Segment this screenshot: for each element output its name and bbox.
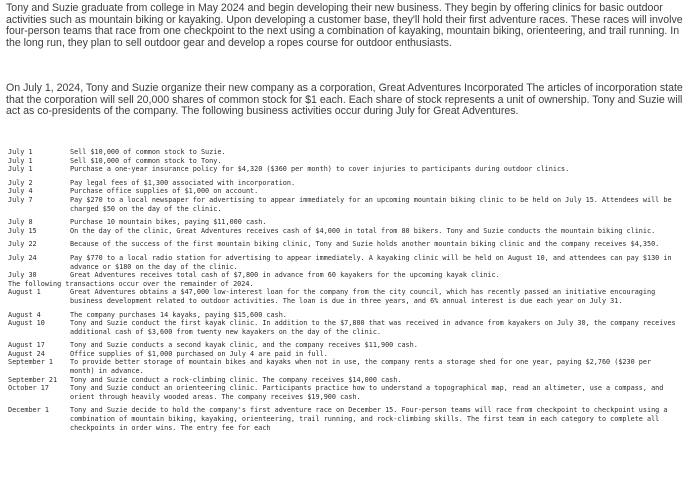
- transaction-text: Sell $10,000 of common stock to Suzie.: [70, 148, 226, 156]
- section-note: [8, 280, 698, 289]
- transaction-row: [8, 341, 698, 350]
- transaction-date: July 8: [8, 218, 33, 227]
- transaction-row: [8, 376, 698, 385]
- transaction-date: August 24: [8, 349, 45, 358]
- transaction-text: Tony and Suzie conduct the first kayak clinic. In addition to the $7,800 that was received in advance from kayakers on July 30, the company receives additional cash of $3,600 from twenty new kayakers on the day of the clinic.: [70, 319, 676, 336]
- transaction-text: On the day of the clinic, Great Adventures receives cash of $4,000 in total from 80 bikers. Tony and Suzie conducts the mountain biking clinic.: [70, 226, 656, 235]
- transaction-row: [8, 187, 698, 196]
- transaction-text: The company purchases 14 kayaks, paying $15,600 cash.: [70, 310, 287, 319]
- transaction-row: [8, 311, 698, 320]
- transaction-row: [8, 350, 698, 359]
- transaction-row: [8, 406, 698, 432]
- intro-paragraph: Tony and Suzie graduate from college in May 2024 and begin developing their new business. They begin by offering clinics for basic outdoor activities such as mountain biking or kayaking. Upon developing a customer base, they'll hold their first adventure races. These races will involve four-person teams that race from one checkpoint to the next using a combination of kayaking, mountain biking, orienteering, and trail running. In the long run, they plan to sell outdoor gear and develop a ropes course for outdoor enthusiasts.: [6, 2, 683, 49]
- transaction-date: August 4: [8, 310, 41, 319]
- transaction-row: [8, 358, 698, 375]
- transaction-row: [8, 148, 698, 157]
- transaction-date: July 1: [8, 165, 33, 174]
- section-note-text: The following transactions occur over the remainder of 2024.: [8, 279, 254, 288]
- transaction-date: July 1: [8, 148, 33, 156]
- transaction-row: [8, 179, 698, 188]
- transaction-date: December 1: [8, 406, 49, 415]
- transaction-row: [8, 240, 698, 249]
- transaction-date: July 1: [8, 156, 33, 165]
- transaction-date: July 2: [8, 178, 33, 187]
- transactions-list: [8, 148, 698, 432]
- transaction-text: Purchase 10 mountain bikes, paying $11,000 cash.: [70, 218, 267, 227]
- transaction-row: [8, 218, 698, 227]
- transaction-row: [8, 254, 698, 271]
- transaction-date: August 10: [8, 319, 45, 328]
- transaction-text: Purchase office supplies of $1,000 on account.: [70, 187, 259, 196]
- transaction-text: Great Adventures obtains a $47,000 low-interest loan for the company from the city council, which has recently passed an initiative encouraging business development related to outdoor activities. The loan is due in three years, and 6% annual interest is due each year on July 31.: [70, 288, 656, 305]
- transaction-date: September 21: [8, 375, 58, 384]
- transaction-row: [8, 196, 698, 213]
- transaction-date: August 17: [8, 341, 45, 350]
- transaction-text: Pay $270 to a local newspaper for advertising to appear immediately for an upcoming mountain biking clinic to be held on July 15. Attendees will be charged $50 on the day of the clinic.: [70, 195, 672, 213]
- transaction-row: [8, 165, 698, 174]
- transaction-text: Tony and Suzie decide to hold the company's first adventure race on December 15. Four-person teams will race from checkpoint to checkpoint using a combination of mountain biking, kayaking, orienteering, trail running, and rock-climbing skills. The first team in each category to complete all checkpoints in order wins. The entry fee for each: [70, 406, 668, 432]
- transaction-date: July 22: [8, 240, 37, 249]
- transaction-date: July 24: [8, 253, 37, 262]
- transaction-date: October 17: [8, 384, 49, 393]
- transaction-date: July 30: [8, 271, 37, 280]
- transaction-text: Tony and Suzie conducts a second kayak clinic, and the company receives $11,900 cash.: [70, 341, 418, 350]
- transaction-text: Office supplies of $1,000 purchased on July 4 are paid in full.: [70, 349, 328, 358]
- transaction-text: Pay legal fees of $1,300 associated with incorporation.: [70, 178, 296, 187]
- transaction-text: Pay $770 to a local radio station for advertising to appear immediately. A kayaking clinic will be held on August 10, and attendees can pay $130 in advance or $180 on the day of the clinic.: [70, 253, 672, 271]
- transaction-date: July 15: [8, 226, 37, 235]
- transaction-text: Tony and Suzie conduct a rock-climbing clinic. The company receives $14,000 cash.: [70, 375, 402, 384]
- transaction-row: [8, 319, 698, 336]
- transaction-text: Sell $10,000 of common stock to Tony.: [70, 156, 222, 165]
- transaction-text: To provide better storage of mountain bikes and kayaks when not in use, the company rents a storage shed for one year, paying $2,760 ($230 per month) in advance.: [70, 358, 652, 376]
- transaction-row: [8, 157, 698, 166]
- transaction-row: [8, 227, 698, 236]
- transaction-row: [8, 271, 698, 280]
- transaction-date: August 1: [8, 288, 41, 297]
- transaction-row: [8, 384, 698, 401]
- transaction-text: Great Adventures receives total cash of $7,800 in advance from 60 kayakers for the upcoming kayak clinic.: [70, 271, 500, 280]
- transaction-text: Tony and Suzie conduct an orienteering clinic. Participants practice how to understand a topographical map, read an altimeter, use a compass, and orient through heavily wooded areas. The company receives $19,900 cash.: [70, 384, 664, 401]
- transaction-date: September 1: [8, 358, 54, 367]
- transaction-text: Purchase a one-year insurance policy for $4,320 ($360 per month) to cover injuries to participants during outdoor clinics.: [70, 165, 570, 174]
- transaction-date: July 7: [8, 195, 33, 204]
- transaction-text: Because of the success of the first mountain biking clinic, Tony and Suzie holds another mountain biking clinic and the company receives $4,350.: [70, 240, 660, 249]
- transaction-date: July 4: [8, 187, 33, 196]
- july-paragraph: On July 1, 2024, Tony and Suzie organize their new company as a corporation, Great Adventures Incorporated The articles of incorporation state that the corporation will sell 20,000 shares of common stock for $1 each. Each share of stock represents a unit of ownership. Tony and Suzie will act as co-presidents of the company. The following business activities occur during July for Great Adventures.: [6, 82, 683, 118]
- transaction-row: [8, 288, 698, 305]
